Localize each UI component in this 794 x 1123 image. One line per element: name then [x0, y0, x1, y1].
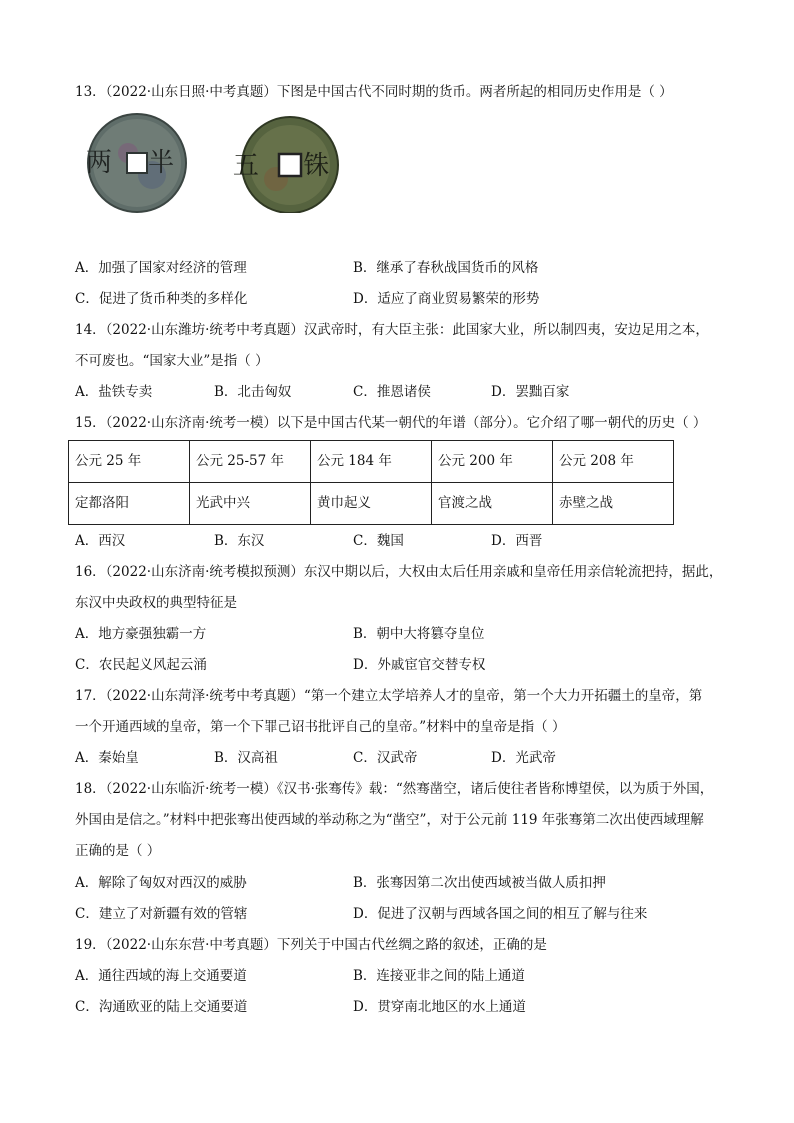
q13-option-d: D．适应了商业贸易繁荣的形势 [353, 291, 540, 307]
table-cell: 公元 208 年 [553, 441, 674, 483]
q17-stem-line1: 17．（2022·山东菏泽·统考中考真题）“第一个建立太学培养人才的皇帝，第一个大力开拓疆土的皇帝，第 [75, 688, 703, 704]
q14-option-b: B．北击匈奴 [214, 384, 292, 400]
q17-option-b: B．汉高祖 [214, 750, 278, 766]
q18-option-b: B．张骞因第二次出使西域被当做人质扣押 [353, 875, 606, 891]
q13-option-c: C．促进了货币种类的多样化 [75, 291, 248, 307]
banliang-coin-image [86, 114, 188, 212]
table-cell: 公元 200 年 [432, 441, 553, 483]
q18-stem-line1: 18．（2022·山东临沂·统考一模）《汉书·张骞传》载：“然骞凿空，诸后使往者皆称博望侯，以为质于外国， [75, 781, 714, 797]
wuzhu-coin-image [233, 117, 347, 213]
table-row-years [69, 441, 674, 483]
q19-option-a: A．通往西域的海上交通要道 [75, 968, 247, 984]
q18-option-a: A．解除了匈奴对西汉的威胁 [75, 875, 247, 891]
q19-option-b: B．连接亚非之间的陆上通道 [353, 968, 525, 984]
coin-images [80, 113, 360, 213]
q19-option-c: C．沟通欧亚的陆上交通要道 [75, 999, 248, 1015]
q15-stem: 15．（2022·山东济南·统考一模）以下是中国古代某一朝代的年谱（部分）。它介绍了哪一朝代的历史（ ） [75, 415, 707, 431]
q18-stem-line2: 外国由是信之。”材料中把张骞出使西域的举动称之为“凿空”，对于公元前 119 年张骞第二次出使西域理解 [75, 812, 704, 828]
table-cell: 公元 25-57 年 [190, 441, 311, 483]
table-cell: 官渡之战 [432, 483, 553, 525]
q14-option-c: C．推恩诸侯 [353, 384, 431, 400]
q14-stem-line2: 不可废也。“国家大业”是指（ ） [75, 353, 269, 369]
coin2-text: 五 铢 [232, 151, 348, 181]
q16-option-d: D．外戚宦官交替专权 [353, 657, 486, 673]
table-cell: 赤壁之战 [553, 483, 674, 525]
table-row-events [69, 483, 674, 525]
chronology-table [68, 440, 674, 525]
q14-stem-line1: 14．（2022·山东潍坊·统考中考真题）汉武帝时，有大臣主张：此国家大业，所以制四夷，安边足用之本， [75, 322, 709, 338]
q17-option-d: D．光武帝 [491, 750, 556, 766]
q16-option-c: C．农民起义风起云涌 [75, 657, 207, 673]
q19-stem: 19．（2022·山东东营·中考真题）下列关于中国古代丝绸之路的叙述，正确的是 [75, 937, 547, 953]
q13-option-a: A．加强了国家对经济的管理 [75, 260, 247, 276]
q14-option-a: A．盐铁专卖 [75, 384, 153, 400]
table-cell: 公元 25 年 [69, 441, 190, 483]
q13-stem: 13．（2022·山东日照·中考真题）下图是中国古代不同时期的货币。两者所起的相同历史作用是（ ） [75, 84, 673, 100]
q16-option-a: A．地方豪强独霸一方 [75, 626, 207, 642]
q19-option-d: D．贯穿南北地区的水上通道 [353, 999, 526, 1015]
q18-option-c: C．建立了对新疆有效的管辖 [75, 906, 248, 922]
q16-stem-line2: 东汉中央政权的典型特征是 [75, 595, 237, 611]
q14-option-d: D．罢黜百家 [491, 384, 570, 400]
q17-stem-line2: 一个开通西域的皇帝，第一个下罪己诏书批评自己的皇帝。”材料中的皇帝是指（ ） [75, 719, 566, 735]
q15-option-b: B．东汉 [214, 533, 265, 549]
table-cell: 定都洛阳 [69, 483, 190, 525]
q17-option-c: C．汉武帝 [353, 750, 418, 766]
q15-option-a: A．西汉 [75, 533, 126, 549]
table-cell: 公元 184 年 [311, 441, 432, 483]
q15-option-c: C．魏国 [353, 533, 404, 549]
q16-stem-line1: 16．（2022·山东济南·统考模拟预测）东汉中期以后，大权由太后任用亲戚和皇帝任用亲信轮流把持，据此， [75, 564, 723, 580]
table-cell: 黄巾起义 [311, 483, 432, 525]
q17-option-a: A．秦始皇 [75, 750, 139, 766]
q13-option-b: B．继承了春秋战国货币的风格 [353, 260, 539, 276]
q18-stem-line3: 正确的是（ ） [75, 843, 161, 859]
q16-option-b: B．朝中大将篡夺皇位 [353, 626, 485, 642]
table-cell: 光武中兴 [190, 483, 311, 525]
q18-option-d: D．促进了汉朝与西域各国之间的相互了解与往来 [353, 906, 648, 922]
q15-option-d: D．西晋 [491, 533, 543, 549]
coin1-text: 两 半 [85, 148, 189, 178]
